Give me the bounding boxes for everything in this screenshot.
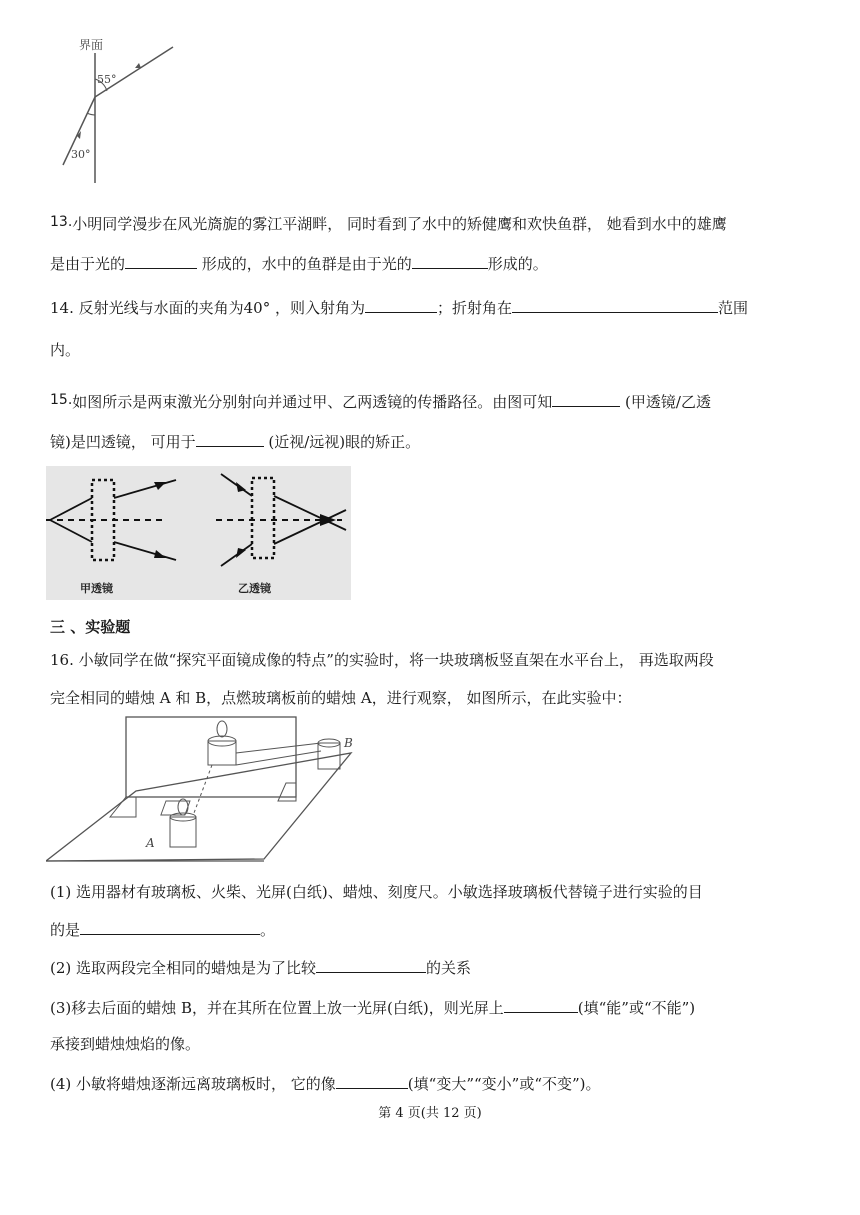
q14-line-2	[50, 340, 80, 360]
q13-text-2c: 形成的。	[487, 255, 548, 273]
q16-sub3-line-1	[50, 996, 695, 1018]
q14-blank-2[interactable]	[512, 296, 718, 313]
q16-sub4-text-b: (填“变大”“变小”或“不变”)。	[407, 1075, 601, 1093]
q13-number: 13.	[50, 214, 73, 230]
q16-line-2: 完全相同的蜡烛 A 和 B，点燃玻璃板前的蜡烛 A，进行观察， 如图所示，在此实验中：	[50, 689, 632, 707]
q15-number: 15.	[50, 392, 73, 408]
q15-line-1	[50, 390, 711, 412]
angle-30-label: 30°	[71, 148, 91, 161]
q16-sub2-text-b: 的关系	[426, 959, 472, 977]
q15-blank-1[interactable]	[552, 390, 620, 407]
q14-text-2: 内。	[50, 341, 81, 359]
q16-sub3-text-a: (3)移去后面的蜡烛 B，并在其所在位置上放一光屏(白纸)，则光屏上	[50, 999, 504, 1017]
q14-line-1	[50, 296, 748, 318]
q16-sub4-line	[50, 1072, 601, 1094]
q14-text-1c: 范围	[718, 299, 749, 317]
q16-sub1-line-1: (1) 选用器材有玻璃板、火柴、光屏(白纸)、蜡烛、刻度尺。小敏选择玻璃板代替镜子进行实验的目	[50, 883, 703, 901]
q16-line-1: 16. 小敏同学在做“探究平面镜成像的特点”的实验时，将一块玻璃板竖直架在水平台上， 再选取两段	[50, 651, 714, 669]
candle-b-label: B	[344, 736, 353, 750]
section-3-title: 三 、实验题	[50, 618, 131, 636]
q16-sub2-line	[50, 956, 471, 978]
q13-line-2	[50, 252, 548, 274]
q16-sub4-text-a: (4) 小敏将蜡烛逐渐远离玻璃板时， 它的像	[50, 1075, 336, 1093]
angle-55-label: 55°	[97, 73, 117, 86]
q13-blank-1[interactable]	[125, 252, 197, 269]
q16-sub1-text-b: 。	[260, 921, 276, 939]
page-footer: 第 4 页(共 12 页)	[378, 1106, 482, 1121]
q16-sub1-line-2	[50, 918, 275, 940]
q13-text-2a: 是由于光的	[50, 255, 126, 273]
q15-text-1b: (甲透镜/乙透	[620, 393, 711, 411]
mirror-experiment-figure	[46, 713, 356, 865]
q14-text-1a: 14. 反射光线与水面的夹角为40° ，则入射角为	[50, 299, 365, 317]
q13-text-2b: 形成的，水中的鱼群是由于光的	[197, 255, 412, 273]
q13-line-1	[50, 212, 727, 234]
q16-blank-4[interactable]	[336, 1072, 408, 1089]
glass-plate	[126, 717, 296, 797]
lens-figure	[46, 466, 351, 600]
q13-text-1: 小明同学漫步在风光旖旎的雾江平湖畔， 同时看到了水中的矫健鹰和欢快鱼群， 她看到水中的雄鹰	[72, 215, 727, 233]
q15-text-2a: 镜)是凹透镜， 可用于	[50, 433, 196, 451]
q15-text-2b: (近视/远视)眼的矫正。	[263, 433, 421, 451]
lens-right-label: 乙透镜	[238, 582, 271, 595]
interface-label: 界面	[79, 38, 104, 52]
q16-sub3-line-2: 承接到蜡烛烛焰的像。	[50, 1035, 201, 1053]
q16-blank-2[interactable]	[316, 956, 426, 973]
q15-line-2	[50, 430, 420, 452]
q16-sub2-text-a: (2) 选取两段完全相同的蜡烛是为了比较	[50, 959, 317, 977]
q16-blank-1[interactable]	[80, 918, 260, 935]
q14-blank-1[interactable]	[365, 296, 437, 313]
q16-blank-3[interactable]	[504, 996, 578, 1013]
q15-blank-2[interactable]	[196, 430, 264, 447]
q13-blank-2[interactable]	[412, 252, 488, 269]
q16-sub3-text-b: (填“能”或“不能”)	[577, 999, 696, 1017]
q14-text-1b: ；折射角在	[436, 299, 512, 317]
q15-text-1a: 如图所示是两束激光分别射向并通过甲、乙两透镜的传播路径。由图可知	[72, 393, 553, 411]
lens-left-label: 甲透镜	[80, 582, 113, 595]
q16-sub1-text-a: 的是	[50, 921, 81, 939]
candle-a-label: A	[146, 836, 155, 850]
refraction-figure	[55, 35, 185, 185]
